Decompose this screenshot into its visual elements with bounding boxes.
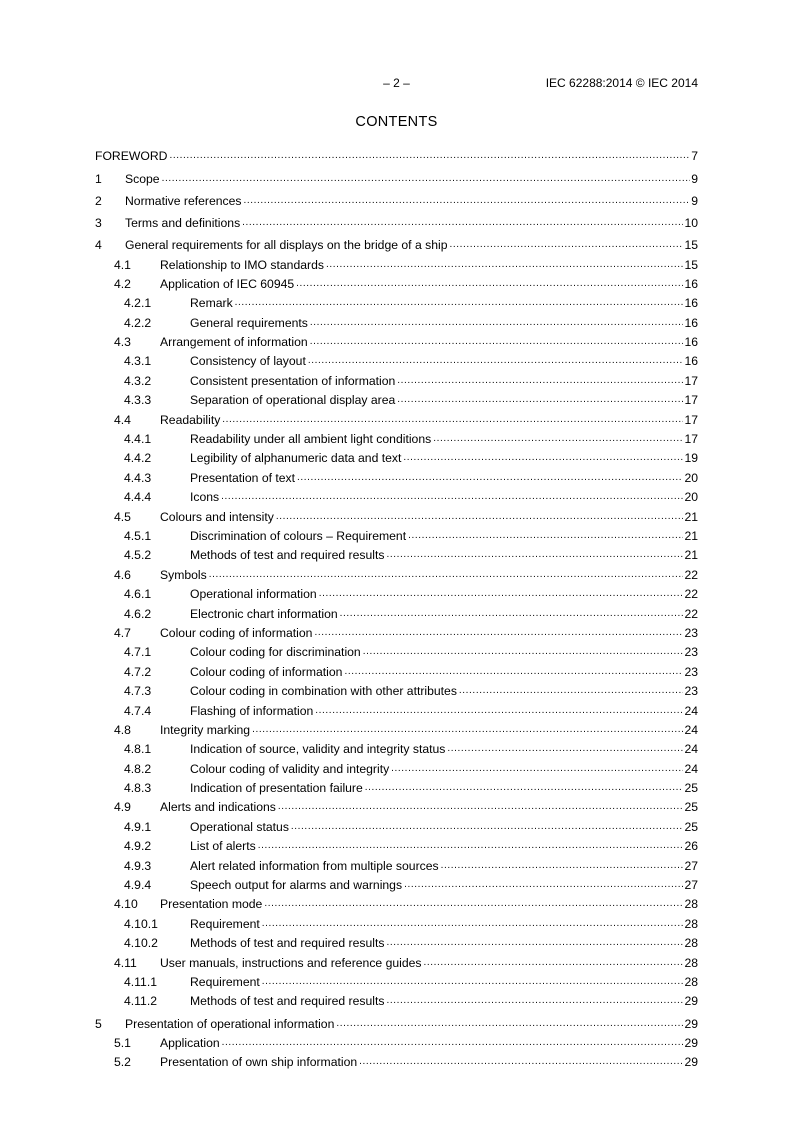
- toc-entry-page: 23: [684, 625, 698, 640]
- toc-entry[interactable]: [95, 209, 698, 231]
- toc-entry-number: 4.7.4: [124, 703, 152, 718]
- dot-leader: [314, 627, 683, 639]
- toc-entry-line: [160, 412, 698, 428]
- toc-entry-line: [125, 215, 698, 231]
- toc-entry-title: Readability under all ambient light conditions: [190, 432, 432, 447]
- toc-entry[interactable]: [95, 273, 698, 292]
- toc-entry[interactable]: [95, 932, 698, 951]
- toc-entry[interactable]: [95, 1032, 698, 1051]
- dot-leader: [262, 918, 684, 930]
- toc-entry-page: 28: [684, 897, 698, 912]
- toc-entry-page: 16: [684, 315, 698, 330]
- toc-entry[interactable]: [95, 389, 698, 408]
- toc-entry[interactable]: [95, 231, 698, 253]
- toc-entry-number: 4.8.2: [124, 761, 152, 776]
- toc-entry-line: [160, 955, 698, 971]
- toc-entry-line: [190, 470, 698, 486]
- toc-entry-line: [160, 1035, 698, 1051]
- toc-entry[interactable]: [95, 971, 698, 990]
- toc-entry-line: [190, 741, 698, 757]
- toc-entry[interactable]: [95, 719, 698, 738]
- toc-entry-line: [190, 761, 698, 777]
- dot-leader: [278, 801, 684, 813]
- toc-entry-number: 4.9.1: [124, 819, 152, 834]
- table-of-contents: [95, 145, 698, 1070]
- toc-entry-line: [125, 171, 698, 187]
- dot-leader: [408, 530, 683, 542]
- toc-entry[interactable]: [95, 350, 698, 369]
- toc-entry[interactable]: [95, 544, 698, 563]
- toc-entry-title: General requirements for all displays on the bridge of a ship: [125, 238, 448, 253]
- toc-entry[interactable]: [95, 145, 698, 164]
- dot-leader: [397, 375, 683, 387]
- toc-entry[interactable]: [95, 331, 698, 350]
- toc-entry-title: Arrangement of information: [160, 335, 308, 350]
- toc-entry-number: 4.4.4: [124, 490, 152, 505]
- toc-entry-title: Indication of source, validity and integrity status: [190, 742, 446, 757]
- toc-entry[interactable]: [95, 990, 698, 1009]
- toc-entry-page: 17: [684, 412, 698, 427]
- toc-entry[interactable]: [95, 253, 698, 272]
- toc-entry-line: [190, 373, 698, 389]
- toc-entry-title: Icons: [190, 490, 220, 505]
- toc-entry-title: Colour coding of validity and integrity: [190, 761, 390, 776]
- toc-entry-line: [160, 1054, 698, 1070]
- toc-entry-page: 26: [684, 839, 698, 854]
- dot-leader: [264, 898, 683, 910]
- toc-entry-line: [190, 586, 698, 602]
- toc-entry[interactable]: [95, 912, 698, 931]
- dot-leader: [365, 782, 684, 794]
- toc-entry-page: 27: [684, 858, 698, 873]
- toc-entry-title: Speech output for alarms and warnings: [190, 878, 403, 893]
- toc-entry-page: 25: [684, 781, 698, 796]
- toc-entry-title: Methods of test and required results: [190, 548, 385, 563]
- toc-entry-number: 4.7.2: [124, 664, 152, 679]
- dot-leader: [222, 414, 683, 426]
- toc-entry-number: 4.5.2: [124, 548, 152, 563]
- toc-entry-number: 4.3.2: [124, 373, 152, 388]
- toc-entry-page: 15: [684, 257, 698, 272]
- toc-entry-title: Operational status: [190, 819, 289, 834]
- toc-entry-number: 4.7.3: [124, 684, 152, 699]
- toc-entry[interactable]: [95, 1051, 698, 1070]
- toc-entry-line: [190, 431, 698, 447]
- toc-entry-line: [160, 567, 698, 583]
- toc-entry-line: [190, 993, 698, 1009]
- dot-leader: [209, 569, 684, 581]
- toc-entry-line: [190, 295, 698, 311]
- toc-entry-line: [125, 237, 698, 253]
- toc-entry-number: 4.4: [114, 412, 131, 427]
- toc-entry-title: User manuals, instructions and reference guides: [160, 955, 422, 970]
- toc-entry-title: Alerts and indications: [160, 800, 276, 815]
- toc-entry-page: 21: [684, 509, 698, 524]
- toc-entry[interactable]: [95, 951, 698, 970]
- toc-entry-number: 4.1: [114, 257, 131, 272]
- toc-entry-line: [160, 257, 698, 273]
- toc-entry-page: 23: [684, 664, 698, 679]
- toc-entry-title: Normative references: [125, 193, 242, 208]
- dot-leader: [391, 763, 683, 775]
- toc-entry[interactable]: [95, 893, 698, 912]
- toc-entry-line: [95, 148, 698, 164]
- toc-entry-page: 7: [691, 149, 698, 164]
- page-header: [95, 76, 698, 92]
- dot-leader: [403, 452, 683, 464]
- dot-leader: [310, 336, 684, 348]
- toc-entry-page: 27: [684, 878, 698, 893]
- toc-entry[interactable]: [95, 505, 698, 524]
- toc-entry-page: 16: [684, 296, 698, 311]
- dot-leader: [291, 821, 684, 833]
- toc-entry-line: [190, 819, 698, 835]
- toc-entry-page: 23: [684, 684, 698, 699]
- toc-entry-page: 17: [684, 393, 698, 408]
- page-number: – 2 –: [383, 76, 410, 90]
- toc-entry[interactable]: [95, 660, 698, 679]
- toc-entry-number: 4.5.1: [124, 529, 152, 543]
- toc-entry-number: 4.4.2: [124, 451, 152, 466]
- toc-entry-number: 4.8: [114, 722, 131, 737]
- toc-entry-line: [190, 547, 698, 563]
- toc-entry-title: Operational information: [190, 587, 317, 602]
- dot-leader: [404, 879, 683, 891]
- toc-entry-title: Relationship to IMO standards: [160, 257, 324, 272]
- toc-entry[interactable]: [95, 369, 698, 388]
- toc-entry-number: 1: [95, 171, 102, 186]
- toc-entry-line: [190, 858, 698, 874]
- toc-entry[interactable]: [95, 583, 698, 602]
- toc-entry-title: Application of IEC 60945: [160, 276, 295, 291]
- toc-entry[interactable]: [95, 815, 698, 834]
- toc-entry-number: 4.10.1: [124, 916, 158, 931]
- toc-entry-title: Requirement: [190, 974, 260, 989]
- toc-entry-page: 10: [684, 215, 698, 230]
- toc-entry-title: FOREWORD: [95, 149, 168, 164]
- dot-leader: [386, 549, 683, 561]
- dot-leader: [169, 150, 690, 162]
- toc-entry-page: 9: [691, 171, 698, 186]
- dot-leader: [386, 937, 683, 949]
- toc-entry-page: 24: [684, 742, 698, 757]
- toc-entry-number: 4.3.3: [124, 393, 152, 408]
- toc-entry-title: Symbols: [160, 567, 207, 582]
- toc-entry-page: 22: [684, 587, 698, 602]
- toc-entry-title: Remark: [190, 296, 233, 311]
- toc-entry-title: Separation of operational display area: [190, 393, 396, 408]
- toc-entry[interactable]: [95, 466, 698, 485]
- toc-entry-title: Colour coding of information: [160, 625, 313, 640]
- toc-entry-title: Readability: [160, 412, 221, 427]
- toc-entry-line: [125, 193, 698, 209]
- toc-entry[interactable]: [95, 622, 698, 641]
- toc-entry-title: Consistency of layout: [190, 354, 306, 369]
- toc-entry-page: 29: [684, 1016, 698, 1031]
- toc-entry-page: 24: [684, 703, 698, 718]
- toc-entry-line: [160, 799, 698, 815]
- standard-reference: IEC 62288:2014 © IEC 2014: [545, 76, 698, 90]
- dot-leader: [297, 472, 683, 484]
- dot-leader: [276, 511, 684, 523]
- toc-entry-line: [190, 683, 698, 699]
- toc-entry-number: 5: [95, 1016, 102, 1031]
- toc-entry[interactable]: [95, 164, 698, 186]
- toc-entry[interactable]: [95, 680, 698, 699]
- dot-leader: [262, 976, 684, 988]
- dot-leader: [441, 860, 684, 872]
- toc-entry-number: 4.11: [114, 955, 137, 970]
- toc-entry-number: 4.2.1: [124, 296, 152, 311]
- dot-leader: [258, 840, 684, 852]
- dot-leader: [162, 173, 691, 185]
- toc-entry-number: 4.4.1: [124, 432, 152, 447]
- toc-entry-line: [160, 896, 698, 912]
- toc-entry-page: 22: [684, 606, 698, 621]
- toc-entry-page: 19: [684, 451, 698, 466]
- toc-entry-line: [190, 644, 698, 660]
- toc-entry-title: General requirements: [190, 315, 308, 330]
- toc-entry-title: Legibility of alphanumeric data and text: [190, 451, 402, 466]
- toc-entry-number: 4.3.1: [124, 354, 152, 369]
- toc-entry[interactable]: [95, 447, 698, 466]
- toc-entry[interactable]: [95, 563, 698, 582]
- toc-entry-line: [160, 276, 698, 292]
- toc-entry[interactable]: [95, 408, 698, 427]
- toc-entry-page: 17: [684, 432, 698, 447]
- toc-entry-title: Methods of test and required results: [190, 994, 385, 1009]
- dot-leader: [340, 608, 684, 620]
- toc-entry-line: [190, 606, 698, 622]
- toc-entry-title: List of alerts: [190, 839, 256, 854]
- toc-entry[interactable]: [95, 311, 698, 330]
- dot-leader: [252, 724, 683, 736]
- toc-entry-line: [190, 392, 698, 408]
- contents-title: CONTENTS: [355, 114, 438, 130]
- dot-leader: [449, 239, 683, 251]
- toc-entry-line: [190, 877, 698, 893]
- toc-entry-page: 21: [684, 548, 698, 563]
- dot-leader: [326, 259, 684, 271]
- dot-leader: [222, 1037, 684, 1049]
- toc-entry-number: 4.6.2: [124, 606, 152, 621]
- toc-entry-number: 4.9.3: [124, 858, 152, 873]
- toc-entry-page: 9: [691, 193, 698, 208]
- dot-leader: [344, 666, 683, 678]
- toc-entry-number: 4.2.2: [124, 315, 152, 330]
- dot-leader: [319, 588, 684, 600]
- toc-entry-page: 24: [684, 761, 698, 776]
- toc-entry-number: 4.8.3: [124, 781, 152, 796]
- toc-entry-number: 4.9: [114, 800, 131, 815]
- toc-entry-line: [160, 625, 698, 641]
- dot-leader: [386, 995, 683, 1007]
- toc-entry-page: 24: [684, 722, 698, 737]
- toc-entry-title: Presentation mode: [160, 897, 263, 912]
- dot-leader: [359, 1056, 683, 1068]
- toc-entry-title: Colour coding in combination with other attributes: [190, 684, 457, 699]
- toc-entry-page: 22: [684, 567, 698, 582]
- toc-entry-number: 4.5: [114, 509, 131, 524]
- toc-entry-title: Colours and intensity: [160, 509, 274, 524]
- toc-entry-line: [190, 528, 698, 544]
- toc-entry[interactable]: [95, 187, 698, 209]
- toc-entry-number: 4.4.3: [124, 470, 152, 485]
- dot-leader: [296, 278, 683, 290]
- toc-entry-number: 5.2: [114, 1055, 131, 1070]
- dot-leader: [363, 646, 684, 658]
- toc-entry-page: 20: [684, 470, 698, 485]
- toc-entry-page: 20: [684, 490, 698, 505]
- toc-entry-page: 29: [684, 1035, 698, 1050]
- toc-entry[interactable]: [95, 1009, 698, 1031]
- toc-entry-number: 5.1: [114, 1035, 131, 1050]
- toc-entry-page: 28: [684, 916, 698, 931]
- toc-entry-title: Colour coding for discrimination: [190, 645, 361, 660]
- toc-entry-title: Consistent presentation of information: [190, 373, 396, 388]
- toc-entry-line: [160, 722, 698, 738]
- toc-entry-line: [190, 353, 698, 369]
- dot-leader: [447, 743, 683, 755]
- toc-entry[interactable]: [95, 738, 698, 757]
- dot-leader: [310, 317, 684, 329]
- toc-entry-number: 4.9.4: [124, 878, 152, 893]
- toc-entry-line: [190, 703, 698, 719]
- toc-entry-page: 16: [684, 354, 698, 369]
- toc-entry-title: Presentation of operational information: [125, 1016, 335, 1031]
- toc-entry[interactable]: [95, 757, 698, 776]
- toc-entry-page: 16: [684, 276, 698, 291]
- toc-entry-number: 4.10.2: [124, 936, 158, 951]
- toc-entry-title: Indication of presentation failure: [190, 781, 363, 796]
- toc-entry-number: 2: [95, 193, 102, 208]
- toc-entry-page: 17: [684, 373, 698, 388]
- dot-leader: [308, 355, 684, 367]
- dot-leader: [336, 1018, 683, 1030]
- dot-leader: [235, 297, 684, 309]
- toc-entry-title: Methods of test and required results: [190, 936, 385, 951]
- toc-entry-number: 4: [95, 238, 102, 253]
- toc-entry-page: 28: [684, 955, 698, 970]
- toc-entry-title: Presentation of text: [190, 470, 296, 485]
- toc-entry-title: Colour coding of information: [190, 664, 343, 679]
- toc-entry-page: 29: [684, 1055, 698, 1070]
- toc-entry[interactable]: [95, 602, 698, 621]
- toc-entry-page: 28: [684, 974, 698, 989]
- toc-entry-title: Application: [160, 1035, 220, 1050]
- toc-entry-title: Requirement: [190, 916, 260, 931]
- toc-entry-number: 4.11.1: [124, 974, 157, 989]
- toc-entry[interactable]: [95, 777, 698, 796]
- toc-entry-page: 16: [684, 335, 698, 350]
- toc-entry-page: 25: [684, 800, 698, 815]
- toc-entry-line: [190, 450, 698, 466]
- toc-entry-line: [190, 838, 698, 854]
- dot-leader: [242, 217, 683, 229]
- toc-entry-title: Alert related information from multiple sources: [190, 858, 439, 873]
- dot-leader: [221, 491, 683, 503]
- toc-entry-number: 4.11.2: [124, 994, 157, 1009]
- toc-entry-line: [190, 489, 698, 505]
- toc-entry-number: 4.6: [114, 567, 131, 582]
- toc-entry-title: Electronic chart information: [190, 606, 338, 621]
- toc-entry-title: Flashing of information: [190, 703, 314, 718]
- toc-entry[interactable]: [95, 835, 698, 854]
- toc-entry-page: 21: [684, 529, 698, 543]
- toc-entry-number: 4.9.2: [124, 839, 152, 854]
- toc-entry-page: 23: [684, 645, 698, 660]
- dot-leader: [315, 705, 683, 717]
- toc-entry-line: [160, 509, 698, 525]
- toc-entry[interactable]: [95, 486, 698, 505]
- toc-entry[interactable]: [95, 874, 698, 893]
- toc-entry-number: 4.10: [114, 897, 138, 912]
- toc-entry-number: 3: [95, 215, 102, 230]
- toc-entry-number: 4.8.1: [124, 742, 152, 757]
- toc-entry-title: Integrity marking: [160, 722, 251, 737]
- toc-entry-title: Terms and definitions: [125, 215, 241, 230]
- toc-entry-line: [190, 315, 698, 331]
- toc-entry-number: 4.7: [114, 625, 131, 640]
- dot-leader: [433, 433, 683, 445]
- toc-entry-page: 28: [684, 936, 698, 951]
- toc-entry-number: 4.6.1: [124, 587, 152, 602]
- toc-entry-page: 29: [684, 994, 698, 1009]
- toc-entry-number: 4.7.1: [124, 645, 152, 660]
- toc-entry[interactable]: [95, 699, 698, 718]
- dot-leader: [424, 957, 684, 969]
- toc-entry[interactable]: [95, 641, 698, 660]
- toc-entry[interactable]: [95, 292, 698, 311]
- toc-entry-line: [190, 935, 698, 951]
- toc-entry-title: Presentation of own ship information: [160, 1055, 358, 1070]
- toc-entry-title: Discrimination of colours – Requirement: [190, 529, 407, 543]
- toc-entry-page: 15: [684, 238, 698, 253]
- toc-entry[interactable]: [95, 428, 698, 447]
- toc-entry-number: 4.2: [114, 276, 131, 291]
- dot-leader: [459, 685, 684, 697]
- dot-leader: [244, 195, 691, 207]
- toc-entry[interactable]: [95, 854, 698, 873]
- toc-entry-line: [160, 334, 698, 350]
- toc-entry-line: [190, 664, 698, 680]
- dot-leader: [397, 394, 683, 406]
- toc-entry-number: 4.3: [114, 335, 131, 350]
- toc-entry-line: [190, 780, 698, 796]
- toc-entry-line: [190, 916, 698, 932]
- toc-entry[interactable]: [95, 525, 698, 544]
- toc-entry-title: Scope: [125, 171, 160, 186]
- toc-entry[interactable]: [95, 796, 698, 815]
- toc-entry-line: [125, 1016, 698, 1032]
- toc-entry-line: [190, 974, 698, 990]
- toc-entry-page: 25: [684, 819, 698, 834]
